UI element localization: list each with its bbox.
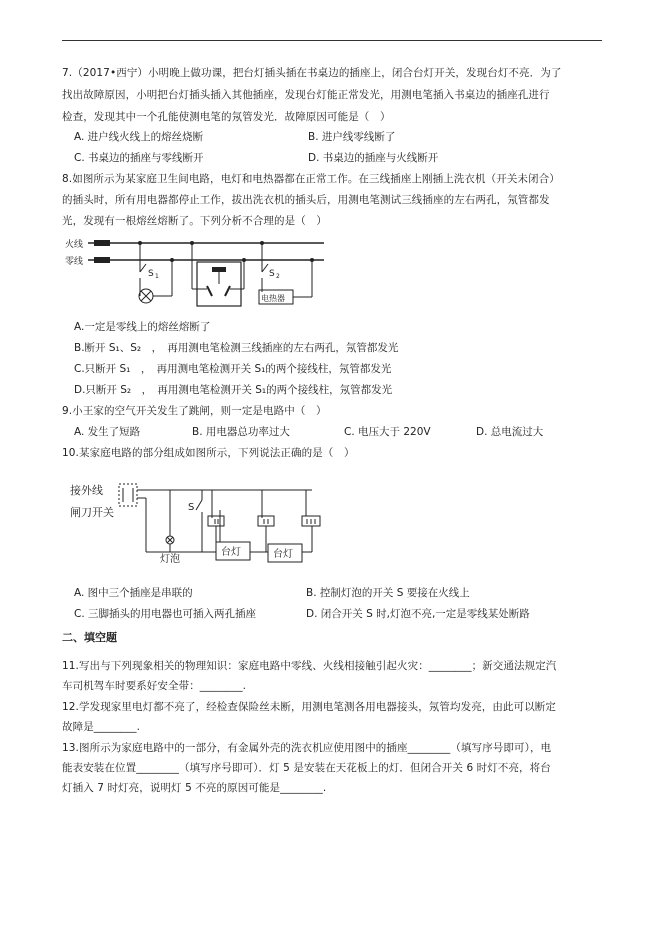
- q9-option-c[interactable]: C. 电压大于 220V: [344, 426, 431, 438]
- bulb-label: 灯泡: [160, 554, 180, 565]
- q10-option-b[interactable]: B. 控制灯泡的开关 S 要接在火线上: [306, 587, 470, 599]
- q11-line2: 车司机驾车时要系好安全带：________.: [62, 680, 247, 692]
- switch-s-label: S: [188, 502, 195, 513]
- q9-option-d[interactable]: D. 总电流过大: [476, 426, 544, 438]
- q8-option-d[interactable]: D.只断开 S₂ ， 再用测电笔检测开关 S₁的两个接线柱，氖管都发光: [74, 384, 393, 396]
- heater-label: 电热器: [261, 294, 285, 303]
- knife-switch-label: 闸刀开关: [70, 506, 114, 519]
- q10-stem: 10.某家庭电路的部分组成如图所示，下列说法正确的是（ ）: [62, 447, 355, 459]
- svg-text:S: S: [269, 269, 275, 279]
- q10-option-d[interactable]: D. 闭合开关 S 时,灯泡不亮,一定是零线某处断路: [306, 608, 530, 620]
- q7-line3: 检查，发现其中一个孔能使测电笔的氖管发光．故障原因可能是（ ）: [62, 111, 391, 123]
- socket-1-icon: [208, 516, 224, 526]
- header-rule: [62, 40, 602, 41]
- q7-option-b[interactable]: B. 进户线零线断了: [308, 131, 396, 143]
- q13-line3: 灯插入 7 时灯亮，说明灯 5 不亮的原因可能是________.: [62, 782, 327, 794]
- knife-switch-icon: [119, 484, 137, 506]
- q7-option-a[interactable]: A. 进户线火线上的熔丝烧断: [74, 131, 204, 143]
- desk-lamp-2-label: 台灯: [273, 549, 293, 560]
- svg-text:S: S: [148, 269, 154, 279]
- q10-circuit-figure: [62, 476, 330, 580]
- q8-option-b[interactable]: B.断开 S₁、S₂ ， 再用测电笔检测三线插座的左右两孔，氖管都发光: [74, 342, 399, 354]
- q8-option-a[interactable]: A.一定是零线上的熔丝熔断了: [74, 321, 211, 333]
- q10-option-c[interactable]: C. 三脚插头的用电器也可插入两孔插座: [74, 608, 257, 620]
- socket-2-icon: [258, 516, 274, 526]
- q13-line1: 13.图所示为家庭电路中的一部分，有金属外壳的洗衣机应使用图中的插座________（填写序号即可），电: [62, 742, 552, 754]
- q8-line3: 光，发现有一根熔丝熔断了。下列分析不合理的是（ ）: [62, 215, 327, 227]
- svg-text:2: 2: [276, 273, 280, 280]
- section-fill-in-title: 二、填空题: [62, 631, 117, 644]
- q7-option-c[interactable]: C. 书桌边的插座与零线断开: [74, 152, 204, 164]
- live-wire-label: 火线: [65, 240, 84, 250]
- switch-s1-icon: [140, 264, 146, 272]
- switch-s2-icon: [262, 264, 268, 272]
- svg-text:1: 1: [155, 273, 159, 280]
- q11-line1: 11.写出与下列现象相关的物理知识：家庭电路中零线、火线相接触引起火灾：________；新交通法规定汽: [62, 660, 557, 672]
- q13-line2: 能表安装在位置________（填写序号即可）．灯 5 是安装在天花板上的灯．但闭合开关 6 时灯不亮，将台: [62, 762, 551, 774]
- q12-line2: 故障是________.: [62, 721, 141, 733]
- q8-option-c[interactable]: C.只断开 S₁ ， 再用测电笔检测开关 S₁的两个接线柱，氖管都发光: [74, 363, 392, 375]
- q8-line1: 8.如图所示为某家庭卫生间电路，电灯和电热器都在正常工作。在三线插座上刚插上洗衣机（开关未闭合）: [62, 173, 560, 185]
- q7-line2: 找出故障原因，小明把台灯插头插入其他插座，发现台灯能正常发光，用测电笔插入书桌边的插座孔进行: [62, 89, 550, 101]
- desk-lamp-1-label: 台灯: [221, 547, 241, 558]
- q9-option-a[interactable]: A. 发生了短路: [74, 426, 141, 438]
- q9-option-b[interactable]: B. 用电器总功率过大: [192, 426, 290, 438]
- q10-option-a[interactable]: A. 图中三个插座是串联的: [74, 587, 193, 599]
- q7-line1: 7.（2017•西宁）小明晚上做功课，把台灯插头插在书桌边的插座上，闭合台灯开关，发现台灯不亮．为了: [62, 67, 562, 79]
- incoming-line-label: 接外线: [70, 484, 103, 497]
- q7-option-d[interactable]: D. 书桌边的插座与火线断开: [308, 152, 439, 164]
- neutral-wire-label: 零线: [65, 257, 84, 267]
- switch-s-icon: [196, 500, 202, 510]
- q8-line2: 的插头时，所有用电器都停止工作，拔出洗衣机的插头后，用测电笔测试三线插座的左右两孔，氖管都发: [62, 194, 550, 206]
- q9-stem: 9.小王家的空气开关发生了跳闸，则一定是电路中（ ）: [62, 405, 327, 417]
- q12-line1: 12.学发现家里电灯都不亮了，经检查保险丝未断，用测电笔测各用电器接头，氖管均发亮，由此可以断定: [62, 701, 556, 713]
- q8-circuit-figure: [62, 234, 330, 312]
